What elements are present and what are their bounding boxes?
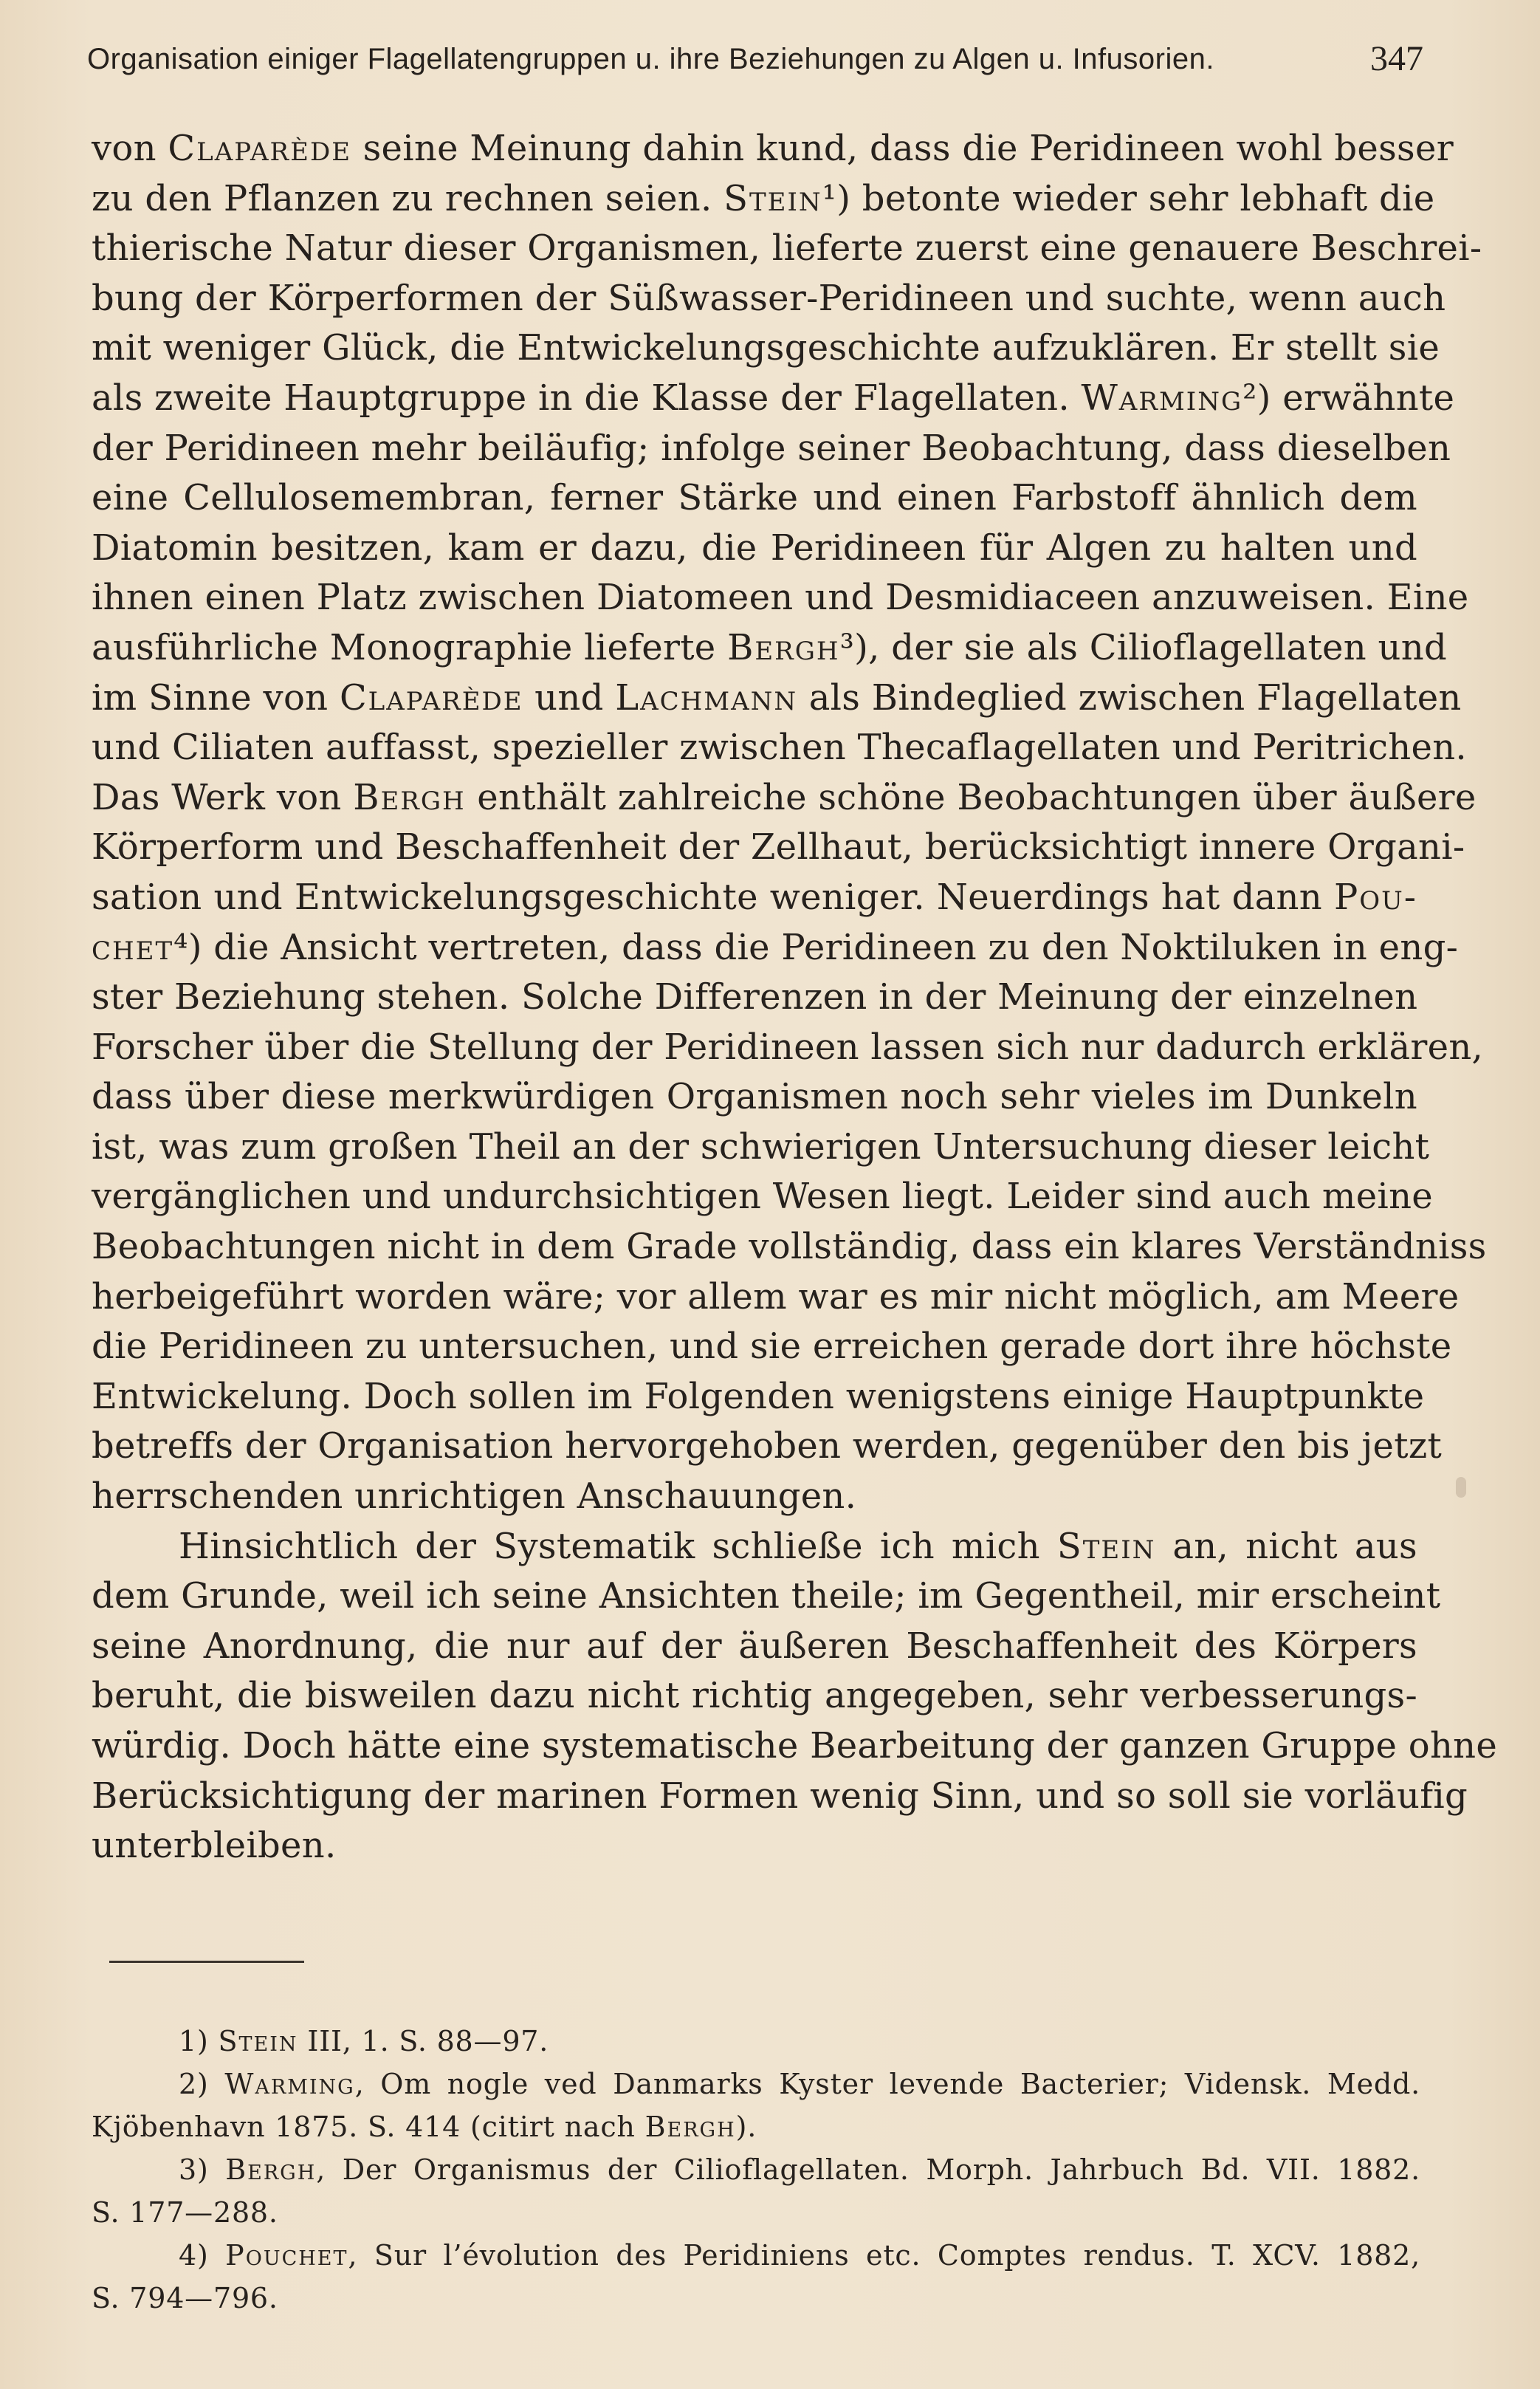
author-name: Claparède — [168, 128, 352, 169]
text-line: herbeigeführt worden wäre; vor allem war es mir nicht möglich, am Meere — [92, 1275, 1460, 1317]
text-line: bung der Körperformen der Süßwasser-Peridineen und suchte, wenn auch — [92, 277, 1446, 319]
author-name: Lachmann — [615, 676, 798, 719]
text-line: unterbleiben. — [92, 1825, 337, 1867]
text-line: Entwickelung. Doch sollen im Folgenden wenigstens einige Hauptpunkte — [92, 1375, 1425, 1417]
footnote-divider — [109, 1961, 304, 1963]
text-line: vergänglichen und undurchsichtigen Wesen liegt. Leider sind auch meine — [92, 1176, 1433, 1218]
text-line: mit weniger Glück, die Entwickelungsgeschichte aufzuklären. Er stellt sie — [92, 327, 1440, 369]
author-name: Warming — [1081, 377, 1243, 419]
text-line: im Sinne von Claparède und Lachmann als Bindeglied zwischen Flagellaten — [92, 676, 1462, 719]
text-line: Beobachtungen nicht in dem Grade vollständig, dass ein klares Verständniss — [92, 1226, 1487, 1268]
body-text — [92, 124, 1498, 1871]
author-name: Bergh — [225, 2153, 317, 2186]
text-line: sation und Entwickelungsgeschichte weniger. Neuerdings hat dann Pou- — [92, 876, 1417, 918]
text-line: Das Werk von Bergh enthält zahlreiche schöne Beobachtungen über äußere — [92, 776, 1477, 818]
author-name: Stein — [218, 2025, 298, 2057]
author-name: Pou- — [1333, 876, 1417, 918]
text-line: und Ciliaten auffasst, spezieller zwischen Thecaflagellaten und Peritrichen. — [92, 727, 1467, 769]
text-line: ihnen einen Platz zwischen Diatomeen und Desmidiaceen anzuweisen. Eine — [92, 577, 1469, 619]
text-line: die Peridineen zu untersuchen, und sie erreichen gerade dort ihre höchste — [92, 1326, 1452, 1368]
footnote-line: S. 794—796. — [92, 2282, 278, 2314]
footnote-line: S. 177—288. — [92, 2196, 278, 2229]
text-line: zu den Pflanzen zu rechnen seien. Stein¹) betonte wieder sehr lebhaft die — [92, 177, 1435, 219]
text-line: Körperform und Beschaffenheit der Zellhaut, berücksichtigt innere Organi- — [92, 826, 1465, 868]
text-line: Hinsichtlich der Systematik schließe ich mich Stein an, nicht aus — [179, 1525, 1417, 1567]
text-line: ausführliche Monographie lieferte Bergh³), der sie als Cilioflagellaten und — [92, 626, 1447, 668]
footnote-line: 4) Pouchet, Sur l’évolution des Peridiniens etc. Comptes rendus. T. XCV. 1882, — [179, 2239, 1421, 2272]
text-line: herrschenden unrichtigen Anschauungen. — [92, 1475, 857, 1518]
text-line: ist, was zum großen Theil an der schwierigen Untersuchung dieser leicht — [92, 1125, 1430, 1168]
text-line: dass über diese merkwürdigen Organismen noch sehr vieles im Dunkeln — [92, 1076, 1417, 1118]
footnote-line: Kjöbenhavn 1875. S. 414 (citirt nach Bergh). — [92, 2111, 757, 2143]
author-name: Claparède — [339, 676, 523, 719]
text-line: ster Beziehung stehen. Solche Differenzen in der Meinung der einzelnen — [92, 976, 1418, 1018]
text-line: Diatomin besitzen, kam er dazu, die Peridineen für Algen zu halten und — [92, 527, 1417, 569]
running-title: Organisation einiger Flagellatengruppen u. ihre Beziehungen zu Algen u. Infusorien. — [87, 43, 1214, 75]
text-line: seine Anordnung, die nur auf der äußeren Beschaffenheit des Körpers — [92, 1625, 1417, 1667]
author-name: Bergh — [644, 2111, 736, 2143]
footnote-line: 3) Bergh, Der Organismus der Cilioflagellaten. Morph. Jahrbuch Bd. VII. 1882. — [179, 2153, 1421, 2186]
footnote-line: 2) Warming, Om nogle ved Danmarks Kyster levende Bacterier; Vidensk. Medd. — [179, 2068, 1420, 2100]
text-line: der Peridineen mehr beiläufig; infolge seiner Beobachtung, dass dieselben — [92, 427, 1451, 469]
footnote-line: 1) Stein III, 1. S. 88—97. — [179, 2025, 549, 2057]
text-line: Forscher über die Stellung der Peridineen lassen sich nur dadurch erklären, — [92, 1026, 1484, 1068]
author-name: Bergh — [353, 776, 466, 818]
author-name: Warming — [224, 2068, 355, 2100]
text-line: betreffs der Organisation hervorgehoben werden, gegenüber den bis jetzt — [92, 1425, 1443, 1467]
author-name: Stein — [1056, 1525, 1156, 1567]
page-blemish — [1456, 1477, 1466, 1498]
text-line: von Claparède seine Meinung dahin kund, dass die Peridineen wohl besser — [92, 128, 1454, 169]
text-line: Berücksichtigung der marinen Formen wenig Sinn, und so soll sie vorläufig — [92, 1775, 1468, 1817]
author-name: chet — [92, 926, 174, 968]
text-line: dem Grunde, weil ich seine Ansichten theile; im Gegentheil, mir erscheint — [92, 1575, 1441, 1617]
author-name: Pouchet — [225, 2239, 348, 2272]
text-line: eine Cellulosemembran, ferner Stärke und einen Farbstoff ähnlich dem — [92, 477, 1417, 519]
text-line: beruht, die bisweilen dazu nicht richtig angegeben, sehr verbesserungs- — [92, 1675, 1417, 1717]
text-line: als zweite Hauptgruppe in die Klasse der Flagellaten. Warming²) erwähnte — [92, 377, 1455, 419]
text-line: thierische Natur dieser Organismen, lieferte zuerst eine genauere Beschrei- — [92, 227, 1482, 270]
author-name: Stein — [723, 177, 822, 219]
text-line: würdig. Doch hätte eine systematische Bearbeitung der ganzen Gruppe ohne — [92, 1725, 1498, 1766]
footnotes — [92, 2020, 1420, 2320]
page-number: 347 — [1370, 39, 1423, 78]
text-line: chet⁴) die Ansicht vertreten, dass die Peridineen zu den Noktiluken in eng- — [92, 926, 1459, 968]
running-header — [87, 39, 1423, 95]
author-name: Bergh — [727, 626, 840, 668]
